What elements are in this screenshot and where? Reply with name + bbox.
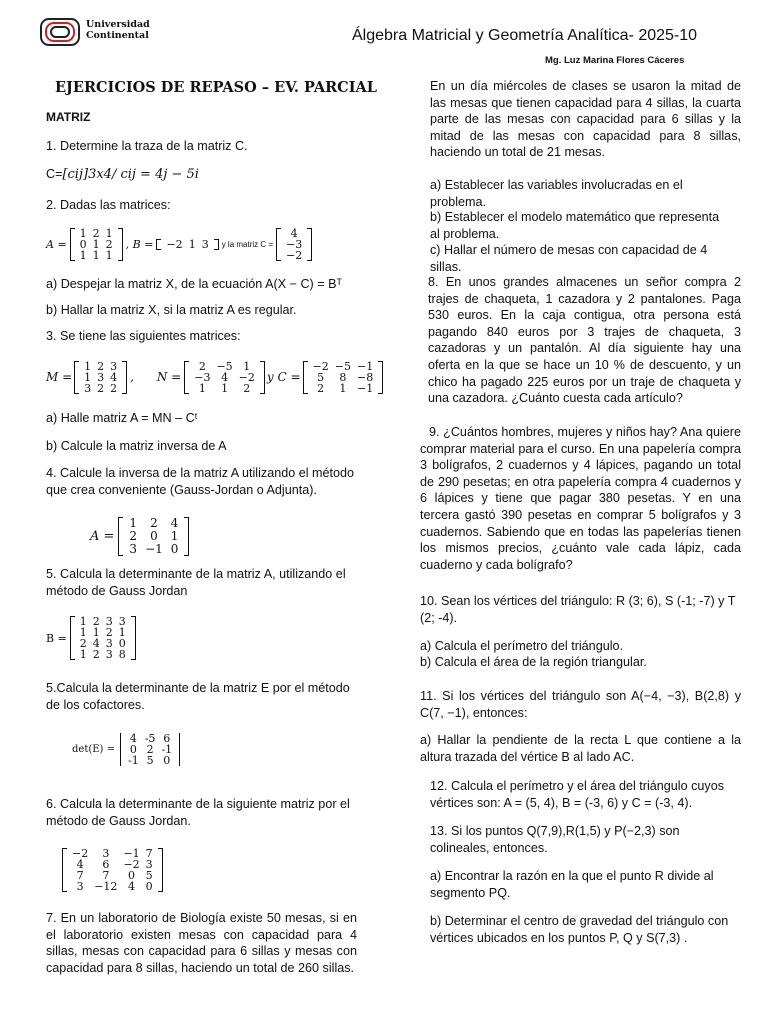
- matrix-cell: 3: [201, 237, 209, 251]
- question-1-formula: C= [cij]3x4/ cij = 4j − 5i: [46, 166, 199, 182]
- matrix-6: [62, 848, 163, 892]
- matrix-cell: 7: [102, 869, 110, 882]
- question-7a: a) Establecer las variables involucradas en el problema.: [430, 178, 683, 209]
- matrix-cell: 0: [150, 528, 158, 543]
- question-8: 8. En unos grandes almacenes un señor compra 2 trajes de chaqueta, 1 cazadora y 2 pantalones. Paga 530 euros. En la caja contigua, otra persona está pagando 840 euros por 3 trajes de chaqueta, 3 cazadoras y un pantalón. Al día siguiente hay una oferta en la que se hace un 10 % de descuento, y un chico ha pagado 225 euros por un traje de chaqueta y una cazadora. ¿Cuánto cuesta cada artículo?: [428, 275, 741, 406]
- question-7: 7. En un laboratorio de Biología existe 50 mesas, si en el laboratorio existen mesas con capacidad para 4 sillas, mesas con capacidad para 6 sillas y mesas con capacidad para 8 sillas, haciendo un total de 260 sillas.: [46, 911, 357, 975]
- matrix-cell: 5: [317, 370, 325, 384]
- matrix-cell: 1: [92, 626, 100, 639]
- matrix-b: [156, 239, 218, 250]
- matrix-cell: 2: [243, 381, 251, 395]
- matrix-e: [118, 733, 182, 766]
- matrix-cell: 4: [92, 637, 100, 650]
- question-3: 3. Se tiene las siguientes matrices:: [46, 329, 241, 343]
- question-11: 11. Si los vértices del triángulo son A(−4, −3), B(2,8) y C(7, −1), entonces:: [420, 689, 741, 720]
- logo-mark-icon: [40, 18, 80, 46]
- matrix-cell: 1: [92, 248, 100, 262]
- matrix-cell: 6: [163, 731, 171, 745]
- question-4: 4. Calcule la inversa de la matriz A utilizando el método que crea conveniente (Gauss-Jordan o Adjunta).: [46, 466, 355, 497]
- matrix-cell: 3: [105, 615, 113, 628]
- matrix-cell: 3: [110, 359, 118, 373]
- question-2: 2. Dadas las matrices:: [46, 198, 171, 212]
- matrix-cell: 1: [188, 237, 196, 251]
- matrix-cell: −1: [123, 847, 140, 860]
- matrix-cell: 2: [129, 528, 138, 543]
- matrix-cell: 3: [76, 880, 84, 893]
- matrix-cell: 0: [118, 637, 126, 650]
- matrix-cell: 2: [317, 381, 325, 395]
- matrix-a4: [118, 517, 189, 556]
- matrix-cell: 1: [84, 359, 92, 373]
- matrix-cell: 2: [105, 237, 113, 251]
- matrix-cell: -1: [161, 742, 173, 756]
- matrix-cell: −2: [238, 370, 255, 384]
- matrix-cell: −3: [194, 370, 211, 384]
- question-3b: b) Calcule la matriz inversa de A: [46, 439, 227, 453]
- question-10: 10. Sean los vértices del triángulo: R (3; 6), S (-1; -7) y T (2; -4).: [420, 594, 736, 625]
- matrix-cell: 2: [92, 615, 100, 628]
- university-name-line1: Universidad: [86, 19, 150, 30]
- question-7b: b) Establecer el modelo matemático que representa al problema.: [430, 210, 720, 241]
- course-title: Álgebra Matricial y Geometría Analítica- 2025-10: [352, 27, 698, 44]
- matrix-a: [70, 228, 123, 261]
- matrix-cell: −2: [286, 248, 303, 262]
- matrix-cell: 3: [145, 858, 153, 871]
- matrix-cell: 0: [170, 541, 179, 556]
- question-13b: b) Determinar el centro de gravedad del triángulo con vértices ubicados en los puntos P, Q y S(7,3) .: [430, 914, 729, 945]
- university-logo: [40, 18, 150, 48]
- matrix-cell: 1: [105, 226, 113, 240]
- section-heading: MATRIZ: [46, 110, 91, 124]
- matrix-cell: 3: [105, 637, 113, 650]
- traza-formula: [cij]3x4/ cij = 4j − 5i: [62, 166, 199, 182]
- question-13: 13. Si los puntos Q(7,9),R(1,5) y P(−2,3) son colineales, entonces.: [430, 824, 680, 855]
- matrix-cell: 1: [84, 370, 92, 384]
- page-title: EJERCICIOS DE REPASO – EV. PARCIAL: [55, 79, 377, 96]
- matrix-cell: 1: [79, 248, 87, 262]
- matrix-cell: 0: [128, 869, 136, 882]
- matrix-cell: 2: [97, 359, 105, 373]
- question-7-continued: En un día miércoles de clases se usaron la mitad de las mesas que tienen capacidad para 4 sillas, la cuarta parte de las mesas con capacidad para 6 sillas y la mitad de las mesas con capacidad para 8 sillas, haciendo un total de 21 mesas.: [430, 79, 741, 160]
- matrix-cell: 0: [163, 753, 171, 767]
- matrix-cell: 1: [198, 381, 206, 395]
- matrix-cell: 1: [170, 528, 179, 543]
- matrix-cell: −1: [356, 359, 374, 373]
- question-6: 6. Calcula la determinante de la siguiente matriz por el método de Gauss Jordan.: [46, 797, 350, 828]
- matrix-cell: 3: [129, 541, 138, 556]
- question-13a: a) Encontrar la razón en la que el punto R divide al segmento PQ.: [430, 869, 714, 900]
- matrix-cell: 4: [76, 858, 84, 871]
- matrix-cell: 2: [97, 381, 105, 395]
- matrix-n: [184, 361, 265, 394]
- matrix-cell: 7: [145, 847, 153, 860]
- matrix-cell: 8: [339, 370, 347, 384]
- matrix-cell: 0: [129, 742, 137, 756]
- matrix-cell: 4: [128, 880, 136, 893]
- matrix-cell: −2: [123, 858, 140, 871]
- teacher-name: Mg. Luz Marina Flores Cáceres: [545, 55, 685, 66]
- matrix-cell: 2: [92, 226, 100, 240]
- question-9: 9. ¿Cuántos hombres, mujeres y niños hay? Ana quiere comprar material para el curso. En una papelería compra 3 bolígrafos, 2 cuadernos y 4 lápices, pagando un total de 290 pesetas; en otra papelería compra 4 cuadernos y 6 lápices y tiene que pagar 380 pesetas. Y en una tercera gastó 390 pesetas en comprar 5 bolígrafos y 3 cuadernos. Sabiendo que en todas las papelerías tienen los mismos precios, ¿cuánto vale cada lápiz, cada cuaderno y cada bolígrafo?: [420, 425, 741, 572]
- matrix-cell: 5: [145, 869, 153, 882]
- matrix-cell: 3: [97, 370, 105, 384]
- matrix-cell: 0: [79, 237, 87, 251]
- question-12: 12. Calcula el perímetro y el área del triángulo cuyos vértices son: A = (5, 4), B = (-3, 6) y C = (-3, 4).: [430, 779, 725, 810]
- question-5b: 5.Calcula la determinante de la matriz E por el método de los cofactores.: [46, 681, 350, 712]
- matrix-cell: 2: [198, 359, 206, 373]
- university-name-line2: Continental: [86, 30, 149, 41]
- matrix-c: [276, 228, 312, 261]
- matrix-cell: 1: [339, 381, 347, 395]
- matrix-cell: 2: [146, 742, 154, 756]
- matrix-cell: 2: [79, 637, 87, 650]
- matrix-cell: 2: [110, 381, 118, 395]
- matrix-cell: 0: [145, 880, 153, 893]
- matrix-b5: [70, 616, 136, 660]
- matrix-cell: −2: [312, 359, 329, 373]
- matrix-cell: 3: [102, 847, 110, 860]
- matrix-cell: −3: [286, 237, 303, 251]
- matrix-cell: −5: [216, 359, 233, 373]
- question-6-matrix: [62, 844, 163, 896]
- matrix-cell: 8: [118, 648, 126, 661]
- matrix-cell: −2: [72, 847, 89, 860]
- question-3a: a) Halle matriz A = MN – Cᵗ: [46, 411, 198, 425]
- question-10a: a) Calcula el perímetro del triángulo.: [420, 639, 624, 653]
- matrix-cell: -1: [128, 753, 139, 767]
- matrix-cell: −8: [356, 370, 374, 384]
- matrix-m: [74, 361, 127, 394]
- matrix-cell: 1: [105, 248, 113, 262]
- matrix-cell: -5: [144, 731, 156, 745]
- matrix-c3: [303, 361, 384, 394]
- question-4-matrix: A = 1 2 4 2 0 1 3 −1 0: [90, 512, 189, 560]
- matrix-cell: −1: [145, 541, 163, 556]
- matrix-cell: 3: [118, 615, 126, 628]
- matrix-cell: 1: [118, 626, 126, 639]
- question-11a: a) Hallar la pendiente de la recta L que contiene a la altura trazada del vértice B al lado AC.: [420, 733, 741, 764]
- matrix-cell: 2: [150, 515, 158, 530]
- matrix-cell: 2: [105, 626, 113, 639]
- matrix-cell: −5: [334, 359, 351, 373]
- matrix-cell: 7: [76, 869, 84, 882]
- matrix-cell: 1: [79, 648, 87, 661]
- matrix-cell: 3: [105, 648, 113, 661]
- question-2b: b) Hallar la matriz X, si la matriz A es regular.: [46, 303, 297, 317]
- matrix-cell: 1: [129, 515, 138, 530]
- question-2-matrices: A = 1 2 1 0 1 2 1 1 1 , B = −2 1 3 y la matriz C = 4 −3 −2: [46, 224, 312, 264]
- question-1: 1. Determine la traza de la matriz C.: [46, 139, 248, 153]
- matrix-cell: 2: [92, 648, 100, 661]
- question-5-matrix: B = 1 2 3 3 1 1 2 1 2 4 3 0 1 2 3 8: [46, 612, 136, 664]
- matrix-cell: 5: [146, 753, 154, 767]
- matrix-cell: 1: [243, 359, 251, 373]
- question-3-matrices: M = 1 2 3 1 3 4 3 2 2 , N = 2 −5 1 −3 4 −2 1 1 2 y C = −2 −5 −1 5 8 −8 2 1 −1: [46, 356, 383, 398]
- question-5b-determinant: det(E) = 4 -5 6 0 2 -1 -1 5 0: [72, 724, 182, 774]
- matrix-cell: 4: [170, 515, 179, 530]
- question-5: 5. Calcula la determinante de la matriz A, utilizando el método de Gauss Jordan: [46, 567, 346, 598]
- matrix-cell: 4: [110, 370, 118, 384]
- question-7c: c) Hallar el número de mesas con capacidad de 4 sillas.: [430, 243, 708, 274]
- matrix-cell: 1: [79, 626, 87, 639]
- matrix-cell: −12: [94, 880, 118, 893]
- matrix-cell: 1: [79, 226, 87, 240]
- matrix-cell: 6: [102, 858, 110, 871]
- matrix-cell: 4: [221, 370, 229, 384]
- matrix-cell: 1: [92, 237, 100, 251]
- question-2a: a) Despejar la matriz X, de la ecuación A(X − C) = Bᵀ: [46, 277, 342, 291]
- matrix-cell: 4: [290, 226, 298, 240]
- matrix-cell: 1: [79, 615, 87, 628]
- matrix-cell: 1: [221, 381, 229, 395]
- question-10b: b) Calcula el área de la región triangular.: [420, 655, 647, 669]
- matrix-cell: −1: [356, 381, 374, 395]
- matrix-cell: 3: [84, 381, 92, 395]
- matrix-cell: 4: [129, 731, 137, 745]
- matrix-cell: −2: [166, 237, 183, 251]
